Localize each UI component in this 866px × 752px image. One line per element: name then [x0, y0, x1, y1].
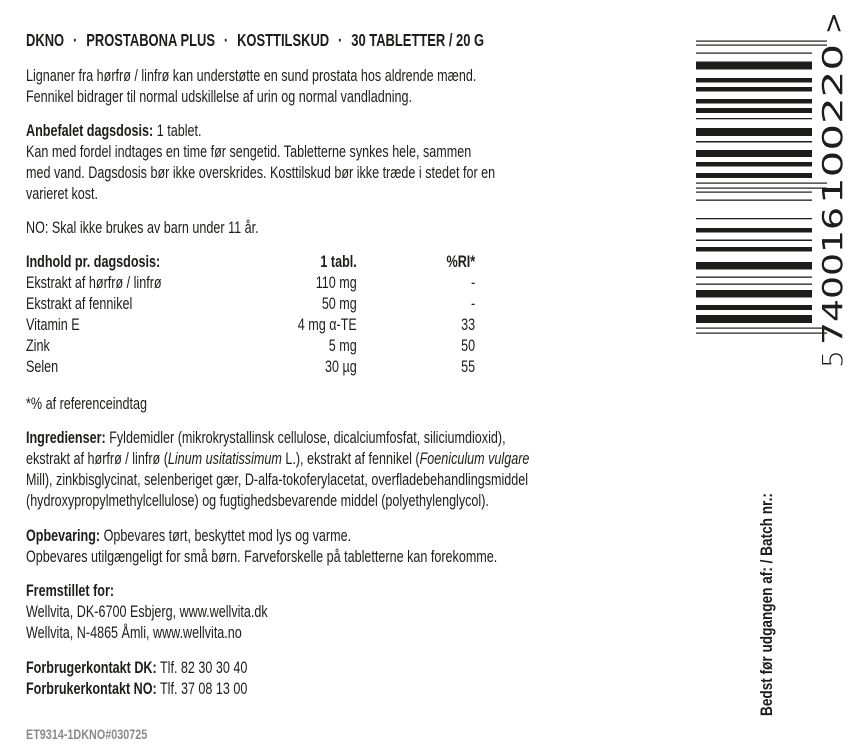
separator: ·	[73, 30, 78, 50]
row-ri: 33	[461, 315, 476, 334]
manufacturer-line: Wellvita, N-4865 Åmli, www.wellvita.no	[26, 623, 242, 642]
nutrition-table	[26, 251, 485, 377]
barcode-bar	[696, 78, 812, 83]
print-code: ET9314-1DKNO#030725	[26, 727, 148, 742]
row-amount: 4 mg α-TE	[297, 315, 357, 334]
header-quantity: 30 TABLETTER / 20 G	[351, 30, 485, 50]
latin-name: Linum usitatissimum	[167, 449, 282, 468]
row-name: Selen	[26, 357, 59, 376]
barcode-bar	[696, 188, 827, 189]
header-ri: %RI*	[446, 252, 476, 271]
intro-line: Lignaner fra hørfrø / linfrø kan understøtte en sund prostata hos aldrende mænd.	[26, 66, 477, 85]
barcode-bar	[696, 173, 812, 178]
row-ri: 50	[461, 336, 476, 355]
barcode-bar	[696, 200, 812, 201]
contact-label: Forbrugerkontakt DK:	[26, 658, 157, 677]
row-ri: -	[470, 294, 476, 313]
table-header	[26, 251, 485, 272]
storage-text: Opbevares utilgængeligt for små børn. Farveforskelle på tabletterne kan forekomme.	[26, 547, 498, 566]
row-amount: 5 mg	[328, 336, 357, 355]
row-ri: -	[470, 273, 476, 292]
separator: ·	[223, 30, 229, 50]
separator: ·	[338, 30, 343, 50]
dosage-value: 1 tablet.	[153, 121, 202, 140]
barcode-bar	[696, 240, 812, 242]
barcode-bar	[696, 247, 812, 252]
barcode-first-digit: 5	[816, 350, 849, 368]
intro-text	[26, 65, 476, 107]
header-amount: 1 tabl.	[320, 252, 357, 271]
row-name: Ekstrakt af fennikel	[26, 294, 133, 313]
barcode-group1: 740016	[816, 238, 849, 345]
header-content: Indhold pr. dagsdosis:	[26, 252, 161, 271]
barcode-bar	[696, 328, 827, 329]
barcode-bars	[696, 41, 827, 334]
barcode-bar	[696, 118, 812, 119]
ingredients-text: L.), ekstrakt af fennikel (	[281, 449, 420, 468]
header-product: PROSTABONA PLUS	[86, 30, 216, 50]
barcode-bar	[696, 62, 812, 70]
barcode-bar	[696, 108, 812, 113]
barcode-bar	[696, 333, 827, 334]
contact-label: Forbrukerkontakt NO:	[26, 679, 157, 698]
dosage-section	[26, 120, 495, 204]
intro-line: Fennikel bidrager til normal udskillelse af urin og normal vandladning.	[26, 87, 413, 106]
barcode-bar	[696, 45, 827, 46]
barcode-bar	[696, 192, 812, 193]
barcode-bar	[696, 228, 812, 233]
row-name: Ekstrakt af hørfrø / linfrø	[26, 273, 162, 292]
contacts-section	[26, 657, 247, 699]
barcode-bar	[696, 305, 812, 310]
row-amount: 50 mg	[321, 294, 357, 313]
latin-name: Foeniculum vulgare	[419, 449, 530, 468]
row-amount: 30 µg	[325, 357, 357, 376]
warning-no: NO: Skal ikke brukes av barn under 11 år.	[26, 218, 259, 237]
product-header	[26, 30, 484, 51]
barcode-end-mark: >	[819, 12, 849, 34]
barcode-bar	[696, 277, 812, 278]
barcode-bar	[696, 262, 812, 270]
barcode-bar	[696, 128, 812, 136]
barcode-bar	[696, 53, 812, 54]
storage-label: Opbevaring:	[26, 526, 101, 545]
header-category: KOSTTILSKUD	[237, 30, 330, 50]
barcode-bar	[696, 41, 827, 42]
ingredients-label: Ingredienser:	[26, 428, 106, 447]
ingredients-text: Fyldemidler (mikrokrystallinsk cellulose, dicalciumfosfat, siliciumdioxid),	[105, 428, 506, 447]
table-row	[26, 314, 485, 335]
table-row	[26, 335, 485, 356]
dosage-line: med vand. Dagsdosis bør ikke overskrides. Kosttilskud bør ikke træde i stedet for en	[26, 163, 496, 182]
ingredients-text: ekstrakt af hørfrø / linfrø (	[26, 449, 168, 468]
barcode-bar	[696, 162, 812, 167]
table-row	[26, 356, 485, 377]
barcode-bar	[696, 290, 812, 298]
storage-section	[26, 525, 497, 567]
row-name: Vitamin E	[26, 315, 80, 334]
dosage-label: Anbefalet dagsdosis:	[26, 121, 154, 140]
barcode-bar	[696, 99, 812, 104]
barcode-group2: 100220	[816, 97, 849, 204]
barcode-bar	[696, 87, 812, 92]
manufacturer-label: Fremstillet for:	[26, 581, 115, 600]
barcode-bar	[696, 284, 812, 285]
barcode-bar	[696, 141, 812, 143]
barcode-bar	[696, 218, 812, 219]
batch-label: Bedst før udgangen af: / Batch nr.:	[757, 493, 776, 716]
row-name: Zink	[26, 336, 50, 355]
ingredients-text: (hydroxypropylmethylcellulose) og fugtighedsbevarende middel (polyethylenglycol).	[26, 491, 489, 510]
contact-phone: Tlf. 37 08 13 00	[156, 679, 248, 698]
row-ri: 55	[461, 357, 476, 376]
manufacturer-line: Wellvita, DK-6700 Esbjerg, www.wellvita.dk	[26, 602, 268, 621]
ingredients-text: Mill), zinkbisglycinat, selenberiget gær, D-alfa-tokoferylacetat, overfladebehandlingsmiddel	[26, 470, 529, 489]
barcode-bar	[696, 315, 812, 323]
row-amount: 110 mg	[315, 273, 357, 292]
barcode-bar	[696, 150, 812, 157]
barcode-bar	[696, 183, 827, 184]
dosage-line: varieret kost.	[26, 184, 99, 203]
manufacturer-section	[26, 580, 268, 643]
ingredients-section	[26, 427, 529, 511]
table-row	[26, 272, 485, 293]
barcode	[680, 0, 866, 380]
table-row	[26, 293, 485, 314]
header-market: DKNO	[26, 30, 65, 50]
storage-text: Opbevares tørt, beskyttet mod lys og varme.	[100, 526, 352, 545]
dosage-line: Kan med fordel indtages en time før sengetid. Tabletterne synkes hele, sammen	[26, 142, 472, 161]
ri-footnote: *% af referenceindtag	[26, 394, 147, 413]
contact-phone: Tlf. 82 30 30 40	[156, 658, 248, 677]
